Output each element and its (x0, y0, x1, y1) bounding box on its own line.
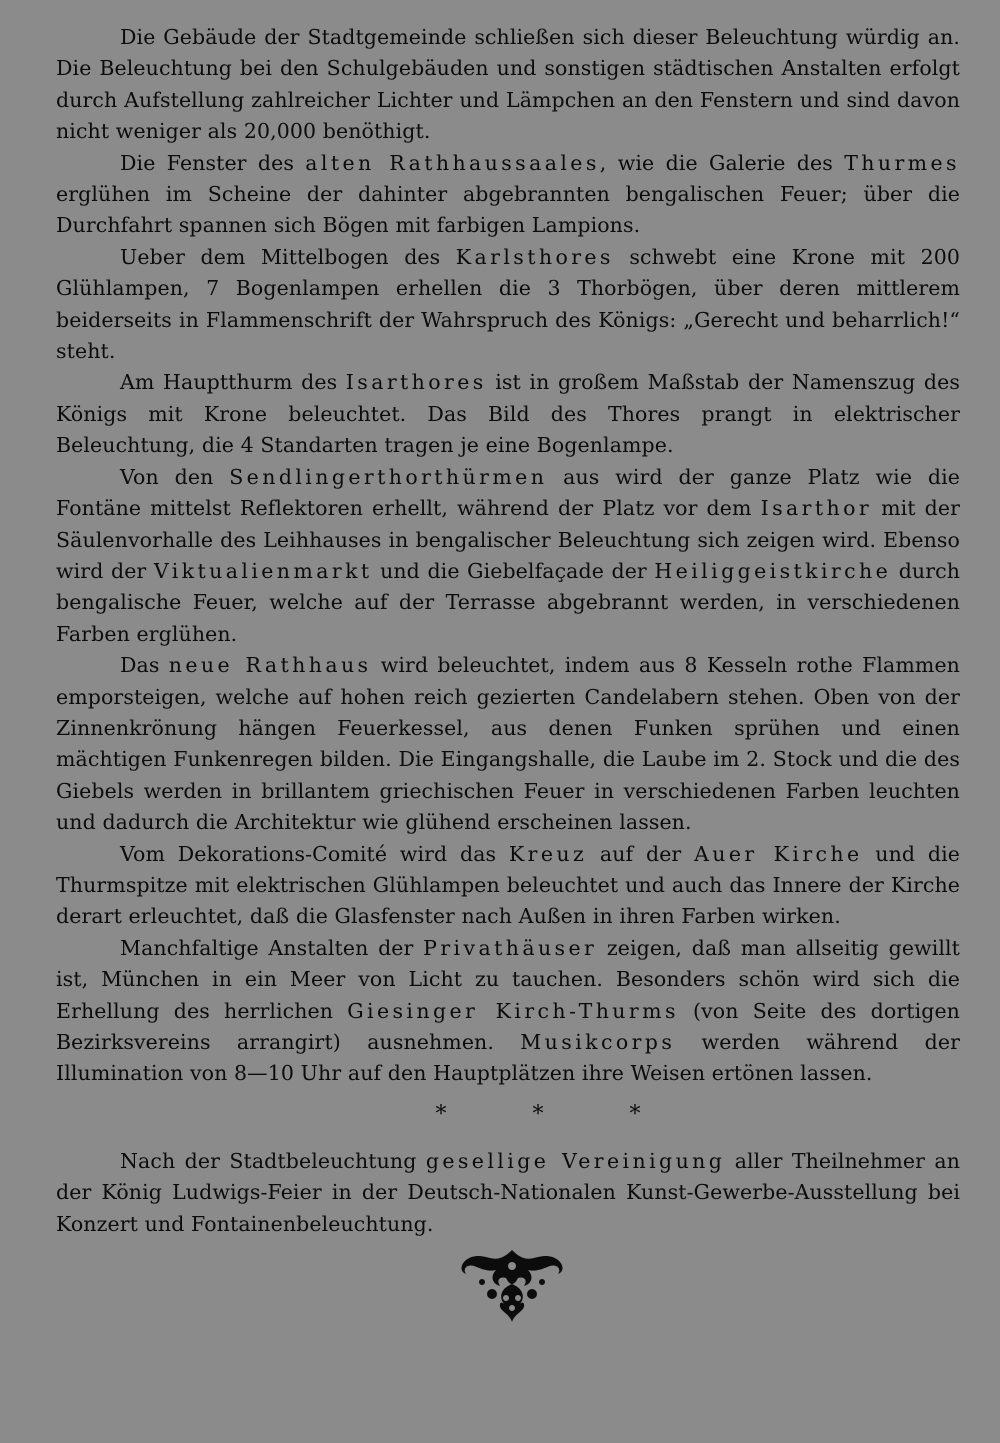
paragraph (56, 650, 960, 838)
body-text (56, 22, 960, 1090)
text-run: aus wird der ganze Platz wie die Fontäne mittelst Reflektoren erhellt, während der Platz vor dem (56, 464, 961, 521)
text-run: Das (120, 653, 169, 678)
text-run: ist in großem Maßstab der Namenszug des Königs mit Krone beleuchtet. Das Bild des Thores prangt in elektrischer Beleuchtung, die 4 Standarten tragen je eine Bogenlampe. (56, 370, 960, 458)
text-run: Nach der Stadtbeleuchtung (120, 1148, 426, 1173)
emphasized-name: neue Rathhaus (168, 653, 372, 678)
text-run: Am Hauptthurm des (120, 370, 346, 395)
text-run: durch bengalische Feuer, welche auf der Terrasse abgebrannt werden, in verschiedenen Farben erglühen. (56, 558, 961, 646)
document-page (56, 22, 960, 1240)
text-run: erglühen im Scheine der dahinter abgebrannten bengalischen Feuer; über die Durchfahrt spannen sich Bögen mit farbigen Lampions. (56, 182, 960, 238)
emphasized-name: gesellige Vereinigung (425, 1148, 726, 1173)
asterism-separator (56, 1101, 960, 1127)
text-run: schwebt eine Krone mit 200 Glühlampen, 7 Bogenlampen erhellen die 3 Thorbögen, über deren mittlerem beiderseits in Flammenschrift der Wahrspruch des Königs: „Gerecht und beharrlich!“ steht. (56, 244, 961, 364)
text-run: und die Thurmspitze mit elektrischen Glühlampen beleuchtet und auch das Innere der Kirche derart erleuchtet, daß die Glasfenster nach Außen in ihren Farben wirken. (56, 841, 960, 929)
emphasized-name: Giesinger Kirch-Thurms (347, 998, 679, 1023)
emphasized-name: Kreuz (508, 841, 588, 866)
asterisk: * (435, 1101, 447, 1127)
text-run: Die Gebäude der Stadtgemeinde schließen sich dieser Beleuchtung würdig an. Die Beleuchtung bei den Schulgebäuden und sonstigen städtischen Anstalten erfolgt durch Aufstellung zahlreicher Lichter und Lämpchen an den Fenstern und sind davon nicht weniger als 20,000 benöthigt. (56, 25, 960, 144)
asterisk: * (532, 1101, 544, 1127)
text-run: Vom Dekorations-Comité wird das (120, 841, 509, 866)
text-run: Manchfaltige Anstalten der (120, 935, 424, 960)
emphasized-name: Thurmes (844, 150, 960, 175)
paragraph (56, 367, 960, 461)
text-run: zeigen, daß man allseitig gewillt ist, München in ein Meer von Licht zu tauchen. Besonders schön wird sich die Erhellung des herrlichen (56, 935, 961, 1023)
text-run: , wie die Galerie des (599, 150, 845, 175)
emphasized-name: Karlsthores (455, 244, 614, 269)
emphasized-name: Heiliggeistkirche (654, 558, 892, 583)
asterisk: * (629, 1101, 641, 1127)
text-run: Ueber dem Mittelbogen des (120, 244, 456, 269)
emphasized-name: alten Rathhaussaales (305, 150, 600, 175)
paragraph (56, 462, 960, 650)
emphasized-name: Isarthor (760, 496, 873, 521)
paragraph (56, 839, 960, 933)
text-run: (von Seite des dortigen Bezirksvereins arrangirt) ausnehmen. (56, 998, 960, 1054)
emphasized-name: Musikcorps (520, 1030, 676, 1054)
emphasized-name: Isarthores (345, 370, 487, 395)
emphasized-name: Privathäuser (423, 935, 598, 960)
paragraph (56, 148, 960, 242)
text-run: Von den (120, 464, 230, 489)
paragraph (56, 22, 960, 148)
emphasized-name: Auer Kirche (694, 841, 863, 866)
text-run: mit der Säulenvorhalle des Leihhauses in bengalischer Beleuchtung sich zeigen wird. Ebenso wird der (56, 496, 960, 583)
text-run: wird beleuchtet, indem aus 8 Kesseln rothe Flammen emporsteigen, welche auf hohen reich gezierten Candelabern stehen. Oben von der Zinnenkrönung hängen Feuerkessel, aus denen Funken sprühen und einen mächtigen Funkenregen bilden. Die Eingangshalle, die Laube im 2. Stock und die des Giebels werden in brillantem griechischen Feuer in verschiedenen Farben leuchten und dadurch die Architektur wie glühend erscheinen lassen. (56, 653, 960, 835)
emphasized-name: Sendlingerthorthürmen (229, 464, 548, 489)
decorative-ornament-icon (452, 1244, 572, 1326)
paragraph (56, 933, 960, 1090)
text-run: und die Giebelfaçade der (372, 558, 655, 583)
text-run: auf der (587, 841, 695, 866)
text-run: werden während der Illumination von 8—10 Uhr auf den Hauptplätzen ihre Weisen ertönen lassen. (56, 1030, 960, 1086)
emphasized-name: Viktualienmarkt (153, 558, 373, 583)
paragraph (56, 242, 960, 368)
text-run: Die Fenster des (120, 150, 306, 175)
closing-paragraph (56, 1146, 960, 1240)
text-run: aller Theilnehmer an der König Ludwigs-Feier in der Deutsch-Nationalen Kunst-Gewerbe-Ausstellung bei Konzert und Fontainenbeleuchtung. (56, 1148, 960, 1236)
